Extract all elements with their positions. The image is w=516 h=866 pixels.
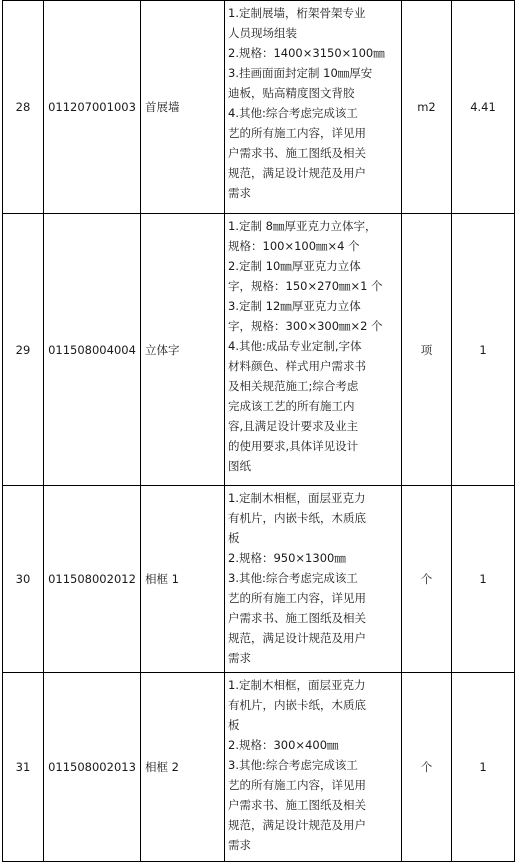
description-line: 3.挂画面面封定制 10㎜厚安 bbox=[228, 66, 373, 80]
description-line: 艺的所有施工内容，详见用 bbox=[228, 778, 366, 792]
description-line: 1.定制木相框，面层亚克力 bbox=[228, 491, 366, 505]
description-line: 需求 bbox=[228, 838, 251, 852]
description-line: 的使用要求,具体详见设计 bbox=[228, 439, 359, 453]
description-line: 规格：100×100㎜×4 个 bbox=[228, 239, 360, 253]
row-description bbox=[225, 673, 402, 862]
row-quantity: 1 bbox=[452, 486, 515, 673]
row-unit: 个 bbox=[402, 673, 452, 862]
row-unit: m2 bbox=[402, 1, 452, 214]
description-line: 3.其他:综合考虑完成该工 bbox=[228, 758, 358, 772]
description-line: 1.定制 8㎜厚亚克力立体字， bbox=[228, 219, 377, 233]
description-line: 3.其他:综合考虑完成该工 bbox=[228, 571, 358, 585]
row-description bbox=[225, 214, 402, 486]
description-line: 板 bbox=[228, 718, 240, 732]
description-line: 有机片，内嵌卡纸，木质底 bbox=[228, 511, 366, 525]
description-line: 艺的所有施工内容，详见用 bbox=[228, 591, 366, 605]
description-line: 户需求书、施工图纸及相关 bbox=[228, 611, 366, 625]
row-name: 首展墙 bbox=[141, 1, 225, 214]
table-row bbox=[3, 214, 515, 486]
description-line: 人员现场组装 bbox=[228, 26, 297, 40]
description-line: 字，规格：300×300㎜×2 个 bbox=[228, 319, 383, 333]
row-quantity: 1 bbox=[452, 673, 515, 862]
row-code: 011508004004 bbox=[44, 214, 141, 486]
description-line: 容,且满足设计要求及业主 bbox=[228, 419, 359, 433]
description-line: 有机片，内嵌卡纸，木质底 bbox=[228, 698, 366, 712]
description-line: 及相关规范施工;综合考虑 bbox=[228, 379, 359, 393]
row-code: 011508002013 bbox=[44, 673, 141, 862]
description-line: 需求 bbox=[228, 186, 251, 200]
description-line: 2.规格：1400×3150×100㎜ bbox=[228, 46, 385, 60]
row-code: 011207001003 bbox=[44, 1, 141, 214]
row-unit: 个 bbox=[402, 486, 452, 673]
description-line: 艺的所有施工内容，详见用 bbox=[228, 126, 366, 140]
row-code: 011508002012 bbox=[44, 486, 141, 673]
row-seq: 31 bbox=[3, 673, 44, 862]
description-line: 2.规格：300×400㎜ bbox=[228, 738, 339, 752]
description-line: 规范，满足设计规范及用户 bbox=[228, 631, 366, 645]
description-line: 2.定制 10㎜厚亚克力立体 bbox=[228, 259, 361, 273]
bill-of-quantities-table bbox=[2, 0, 515, 862]
row-seq: 28 bbox=[3, 1, 44, 214]
row-name: 立体字 bbox=[141, 214, 225, 486]
description-line: 4.其他:成品专业定制,字体 bbox=[228, 339, 362, 353]
row-seq: 29 bbox=[3, 214, 44, 486]
row-quantity: 4.41 bbox=[452, 1, 515, 214]
row-name: 相框 2 bbox=[141, 673, 225, 862]
description-line: 需求 bbox=[228, 651, 251, 665]
description-line: 规范，满足设计规范及用户 bbox=[228, 818, 366, 832]
description-line: 户需求书、施工图纸及相关 bbox=[228, 146, 366, 160]
description-line: 完成该工艺的所有施工内 bbox=[228, 399, 355, 413]
table-row bbox=[3, 1, 515, 214]
row-quantity: 1 bbox=[452, 214, 515, 486]
description-line: 图纸 bbox=[228, 459, 251, 473]
description-line: 4.其他:综合考虑完成该工 bbox=[228, 106, 358, 120]
description-line: 字，规格：150×270㎜×1 个 bbox=[228, 279, 383, 293]
row-description bbox=[225, 486, 402, 673]
row-unit: 项 bbox=[402, 214, 452, 486]
description-line: 板 bbox=[228, 531, 240, 545]
row-description bbox=[225, 1, 402, 214]
table-row bbox=[3, 486, 515, 673]
description-line: 户需求书、施工图纸及相关 bbox=[228, 798, 366, 812]
description-line: 材料颜色、样式用户需求书 bbox=[228, 359, 366, 373]
table-row bbox=[3, 673, 515, 862]
description-line: 迪板，贴高精度图文背胶 bbox=[228, 86, 355, 100]
description-line: 1.定制木相框，面层亚克力 bbox=[228, 678, 366, 692]
description-line: 2.规格：950×1300㎜ bbox=[228, 551, 346, 565]
row-seq: 30 bbox=[3, 486, 44, 673]
description-line: 1.定制展墙，桁架骨架专业 bbox=[228, 6, 366, 20]
row-name: 相框 1 bbox=[141, 486, 225, 673]
description-line: 规范，满足设计规范及用户 bbox=[228, 166, 366, 180]
description-line: 3.定制 12㎜厚亚克力立体 bbox=[228, 299, 361, 313]
